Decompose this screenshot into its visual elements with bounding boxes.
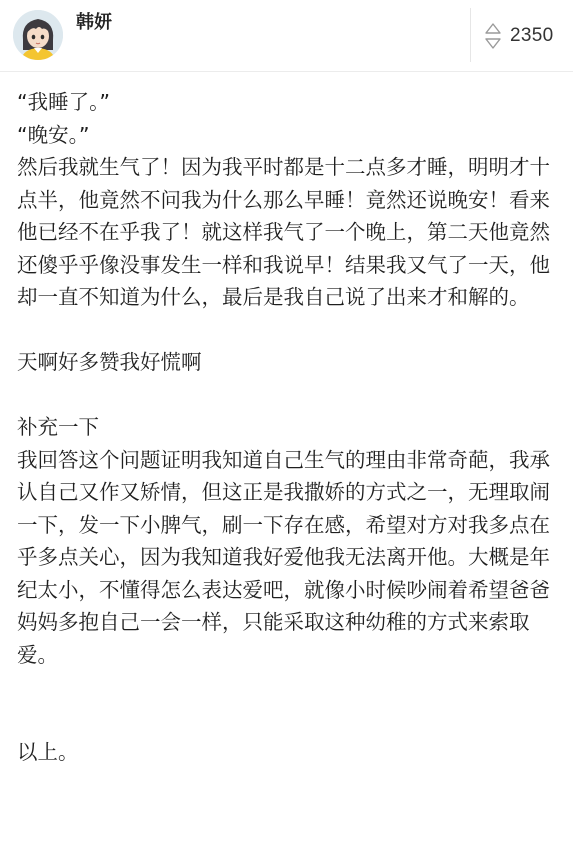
vote-count: 2350 [510,25,554,46]
paragraph-spacer [17,379,562,412]
vote-button[interactable] [484,16,553,56]
answer-paragraph-story: 然后我就生气了！因为我平时都是十二点多才睡，明明才十点半，他竟然不问我为什么那么早睡！竟然还说晚安！看来他已经不在乎我了！就这样我气了一个晚上，第二天他竟然还傻乎乎像没事发生一样和我说早！结果我又气了一天，他却一直不知道为什么，最后是我自己说了出来才和解的。 [17,155,550,309]
vote-divider [470,8,471,62]
author-name[interactable]: 韩妍 [76,12,112,33]
anime-girl-avatar-icon [13,10,63,60]
vote-arrows-icon [484,21,502,51]
answer-paragraph-reaction: 天啊好多赞我好慌啊 [17,350,202,374]
quote-line-sleep: “我睡了。” [17,90,110,114]
supplement-heading: 补充一下 [17,415,99,439]
paragraph-spacer [17,671,562,736]
paragraph-spacer [17,314,562,347]
avatar[interactable] [13,10,63,60]
quote-line-goodnight: “晚安。” [17,122,90,147]
answer-closing: 以上。 [17,740,79,764]
answer-paragraph-supplement: 我回答这个问题证明我知道自己生气的理由非常奇葩，我承认自己又作又矫情，但这正是我撒娇的方式之一，无理取闹一下，发一下小脾气，刷一下存在感，希望对方对我多点在乎多点关心，因为我知道我好爱他我无法离开他。大概是年纪太小，不懂得怎么表达爱吧，就像小时候吵闹着希望爸爸妈妈多抱自己一会一样，只能采取这种幼稚的方式来索取爱。 [17,447,550,667]
answer-content [17,86,562,769]
answer-header [0,0,573,72]
